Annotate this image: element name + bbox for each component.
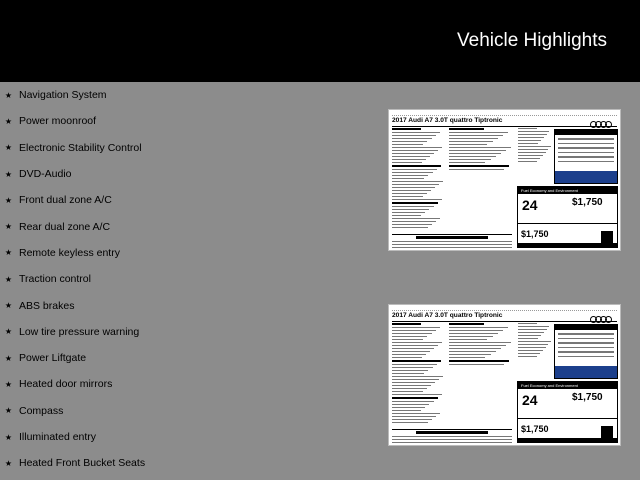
star-icon: ★ — [4, 406, 13, 416]
star-icon: ★ — [4, 143, 13, 153]
feature-label: ABS brakes — [19, 299, 75, 312]
feature-item — [0, 450, 380, 476]
feature-label: Power Liftgate — [19, 352, 87, 365]
annual-fuel-cost: $1,750 — [521, 229, 549, 239]
spend-value: $1,750 — [572, 392, 603, 403]
feature-label: Power moonroof — [19, 115, 97, 128]
standard-equipment-column — [392, 323, 444, 425]
qr-code-icon — [601, 426, 613, 438]
sticker-top-line — [392, 111, 617, 116]
sticker-divider — [392, 321, 617, 322]
header-bar — [0, 0, 640, 82]
qr-code-icon — [601, 231, 613, 243]
mpg-value: 24 — [522, 392, 538, 408]
fuel-economy-heading: Fuel Economy and Environment — [518, 382, 617, 389]
feature-label: Traction control — [19, 273, 91, 286]
spend-value: $1,750 — [572, 197, 603, 208]
spend-box — [572, 197, 603, 208]
feature-item — [0, 82, 380, 108]
audi-logo-icon — [592, 115, 616, 123]
mpg-value: 24 — [522, 197, 538, 213]
star-icon: ★ — [4, 432, 13, 442]
feature-item — [0, 319, 380, 345]
page-title: Vehicle Highlights — [457, 30, 607, 51]
star-icon: ★ — [4, 379, 13, 389]
feature-label: Remote keyless entry — [19, 246, 120, 259]
window-sticker-image[interactable] — [388, 304, 621, 446]
feature-label: Heated door mirrors — [19, 378, 113, 391]
feature-label: Heated Front Bucket Seats — [19, 457, 146, 470]
star-icon: ★ — [4, 169, 13, 179]
sticker-title: 2017 Audi A7 3.0T quattro Tiptronic — [392, 117, 503, 124]
msrp-column — [449, 128, 513, 172]
feature-label: Electronic Stability Control — [19, 141, 142, 154]
fuel-economy-label — [517, 381, 618, 443]
feature-item — [0, 240, 380, 266]
parts-content-block — [392, 429, 512, 444]
sticker-title: 2017 Audi A7 3.0T quattro Tiptronic — [392, 312, 503, 319]
star-icon: ★ — [4, 327, 13, 337]
feature-item — [0, 213, 380, 239]
star-icon: ★ — [4, 222, 13, 232]
warranty-column — [518, 128, 552, 164]
warranty-column — [518, 323, 552, 359]
safety-ratings-box — [554, 324, 618, 379]
feature-label: Front dual zone A/C — [19, 194, 112, 207]
feature-label: Navigation System — [19, 89, 107, 102]
feature-item — [0, 135, 380, 161]
feature-item — [0, 292, 380, 318]
feature-label: Low tire pressure warning — [19, 325, 140, 338]
feature-label: Illuminated entry — [19, 431, 97, 443]
feature-item — [0, 187, 380, 213]
sticker-divider — [392, 126, 617, 127]
safety-ratings-box — [554, 129, 618, 184]
star-icon: ★ — [4, 248, 13, 258]
feature-list — [0, 82, 380, 476]
parts-content-block — [392, 234, 512, 249]
window-sticker-image[interactable] — [388, 109, 621, 251]
star-icon: ★ — [4, 301, 13, 311]
audi-logo-icon — [592, 310, 616, 318]
star-icon: ★ — [4, 116, 13, 126]
star-icon: ★ — [4, 274, 13, 284]
feature-item — [0, 345, 380, 371]
star-icon: ★ — [4, 90, 13, 100]
feature-item — [0, 108, 380, 134]
star-icon: ★ — [4, 353, 13, 363]
fuel-economy-heading: Fuel Economy and Environment — [518, 187, 617, 194]
feature-label: DVD-Audio — [19, 168, 72, 181]
feature-item — [0, 398, 380, 424]
feature-label: Compass — [19, 404, 64, 417]
feature-item — [0, 424, 380, 450]
annual-fuel-cost: $1,750 — [521, 424, 549, 434]
feature-item — [0, 266, 380, 292]
spend-box — [572, 392, 603, 403]
sticker-top-line — [392, 306, 617, 311]
star-icon: ★ — [4, 458, 13, 468]
fuel-economy-label — [517, 186, 618, 248]
feature-label: Rear dual zone A/C — [19, 220, 111, 233]
standard-equipment-column — [392, 128, 444, 230]
msrp-column — [449, 323, 513, 367]
star-icon: ★ — [4, 195, 13, 205]
feature-item — [0, 161, 380, 187]
feature-item — [0, 371, 380, 397]
